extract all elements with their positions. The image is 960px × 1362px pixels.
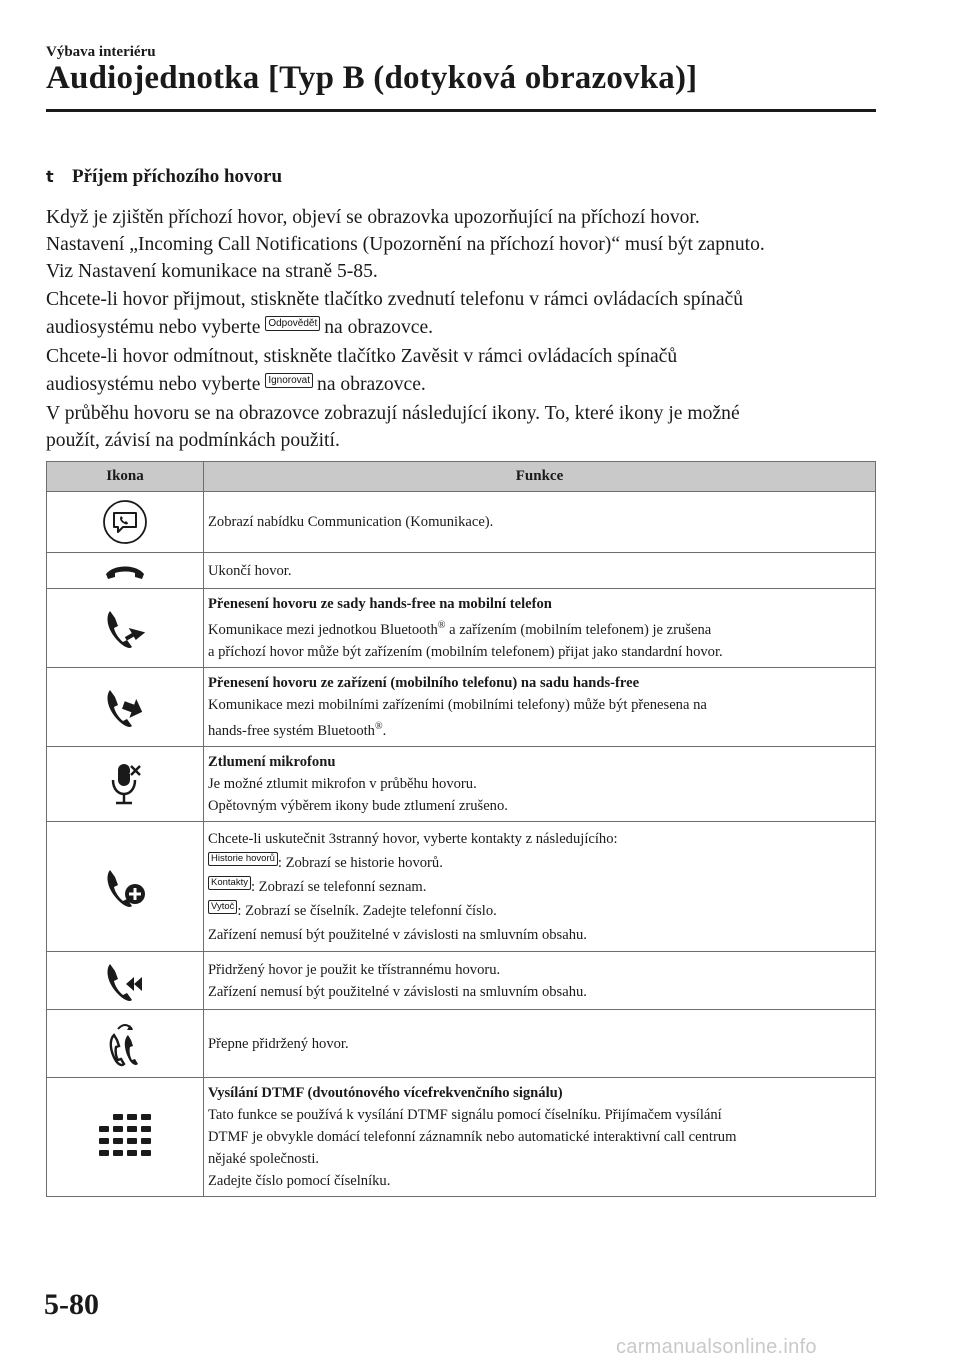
answer-button-image: Odpovědět <box>265 316 320 331</box>
function-text: Zadejte číslo pomocí číselníku. <box>208 1173 391 1189</box>
function-text: Vytoč : Zobrazí se číselník. Zadejte telefonní číslo. <box>208 899 871 923</box>
paragraph-text: na obrazovce. <box>324 316 434 338</box>
table-row <box>47 1078 876 1197</box>
table-row <box>47 747 876 822</box>
icon-cell <box>47 952 204 1010</box>
function-cell: Zobrazí nabídku Communication (Komunikace). <box>204 492 876 553</box>
hang-up-icon <box>102 560 148 582</box>
table-row <box>47 668 876 747</box>
function-text: Tato funkce se používá k vysílání DTMF signálu pomocí číselníku. Přijímačem vysílání <box>208 1107 722 1123</box>
function-text: Historie hovorů : Zobrazí se historie hovorů. <box>208 851 871 875</box>
paragraph-line <box>46 313 886 343</box>
icon-function-table <box>46 461 876 1197</box>
paragraph-line: Když je zjištěn příchozí hovor, objeví se obrazovka upozorňující na příchozí hovor. <box>46 207 700 228</box>
paragraph-line: Chcete-li hovor přijmout, stiskněte tlačítko zvednutí telefonu v rámci ovládacích spínačů <box>46 288 744 310</box>
keypad-icon <box>99 1112 151 1162</box>
function-cell <box>204 589 876 668</box>
icon-cell <box>47 747 204 822</box>
paragraph-line: Nastavení „Incoming Call Notifications (Upozornění na příchozí hovor)“ musí být zapnuto. <box>46 234 765 256</box>
contacts-button-image: Kontakty <box>208 876 251 890</box>
function-text: Komunikace mezi jednotkou Bluetooth® a zařízením (mobilním telefonem) je zrušena <box>208 620 712 638</box>
subheading-bullet: t <box>46 167 54 186</box>
paragraph-text: audiosystému nebo vyberte <box>46 316 261 338</box>
function-text: Zařízení nemusí být použitelné v závislosti na smluvním obsahu. <box>208 983 587 1000</box>
function-text: hands-free systém Bluetooth®. <box>208 721 387 739</box>
table-row <box>47 1010 876 1078</box>
function-text: Komunikace mezi mobilními zařízeními (mobilními telefony) může být přenesena na <box>208 697 707 713</box>
paragraph-line: použít, závisí na podmínkách použití. <box>46 430 340 452</box>
function-cell: Přepne přidržený hovor. <box>204 1010 876 1078</box>
table-row <box>47 822 876 952</box>
column-header-icon: Ikona <box>47 462 204 492</box>
ignore-button-image: Ignorovat <box>265 373 313 388</box>
function-cell <box>204 668 876 747</box>
function-cell <box>204 952 876 1010</box>
function-cell <box>204 822 876 952</box>
table-row <box>47 553 876 589</box>
communication-icon <box>102 499 148 545</box>
transfer-to-handsfree-icon <box>102 686 148 728</box>
history-button-image: Historie hovorů <box>208 852 278 866</box>
function-heading: Přenesení hovoru ze sady hands-free na mobilní telefon <box>208 596 552 612</box>
paragraph-line <box>46 370 886 400</box>
function-text: Kontakty : Zobrazí se telefonní seznam. <box>208 875 871 899</box>
function-text: Je možné ztlumit mikrofon v průběhu hovoru. <box>208 776 477 792</box>
subheading <box>46 166 282 188</box>
function-heading: Ztlumení mikrofonu <box>208 754 336 770</box>
table-row <box>47 589 876 668</box>
page-number: 5-80 <box>44 1288 99 1321</box>
function-text: a příchozí hovor může být zařízením (mobilním telefonem) přijat jako standardní hovor. <box>208 644 723 660</box>
mute-microphone-icon <box>105 760 145 808</box>
paragraph-line: V průběhu hovoru se na obrazovce zobrazují následující ikony. To, které ikony je možné <box>46 403 740 425</box>
icon-cell <box>47 822 204 952</box>
function-heading: Vysílání DTMF (dvoutónového vícefrekvenčního signálu) <box>208 1085 563 1101</box>
function-cell <box>204 747 876 822</box>
table-row <box>47 952 876 1010</box>
column-header-function: Funkce <box>204 462 876 492</box>
icon-cell <box>47 668 204 747</box>
transfer-to-phone-icon <box>102 607 148 649</box>
merge-call-icon <box>102 960 148 1002</box>
paragraph-line: Chcete-li hovor odmítnout, stiskněte tlačítko Zavěsit v rámci ovládacích spínačů <box>46 345 678 367</box>
function-text: Chcete-li uskutečnit 3stranný hovor, vyberte kontakty z následujícího: <box>208 830 618 847</box>
paragraph-line: Viz Nastavení komunikace na straně 5-85. <box>46 261 378 283</box>
swap-call-icon <box>102 1019 148 1069</box>
function-text: Přidržený hovor je použit ke třístrannému hovoru. <box>208 961 501 978</box>
icon-cell <box>47 1010 204 1078</box>
function-heading: Přenesení hovoru ze zařízení (mobilního telefonu) na sadu hands-free <box>208 675 640 691</box>
subheading-text: Příjem příchozího hovoru <box>72 166 283 187</box>
icon-cell <box>47 589 204 668</box>
function-text: nějaké společnosti. <box>208 1151 320 1167</box>
section-label: Výbava interiéru <box>46 44 156 60</box>
watermark: carmanualsonline.info <box>616 1336 817 1358</box>
table-row <box>47 492 876 553</box>
icon-cell <box>47 553 204 589</box>
function-cell: Ukončí hovor. <box>204 553 876 589</box>
function-text: Zařízení nemusí být použitelné v závislosti na smluvním obsahu. <box>208 926 587 943</box>
paragraph-text: na obrazovce. <box>317 374 426 396</box>
paragraph-text: audiosystému nebo vyberte <box>46 374 261 396</box>
page-title: Audiojednotka [Typ B (dotyková obrazovka)] <box>46 60 698 96</box>
dial-button-image: Vytoč <box>208 900 237 914</box>
function-cell <box>204 1078 876 1197</box>
title-divider <box>46 109 876 112</box>
table-header-row <box>47 462 876 492</box>
icon-cell <box>47 1078 204 1197</box>
add-call-icon <box>102 864 148 910</box>
body-paragraph <box>46 204 886 454</box>
icon-cell <box>47 492 204 553</box>
function-text: Opětovným výběrem ikony bude ztlumení zrušeno. <box>208 798 508 814</box>
function-text: DTMF je obvykle domácí telefonní záznamník nebo automatické interaktivní call centrum <box>208 1129 737 1145</box>
